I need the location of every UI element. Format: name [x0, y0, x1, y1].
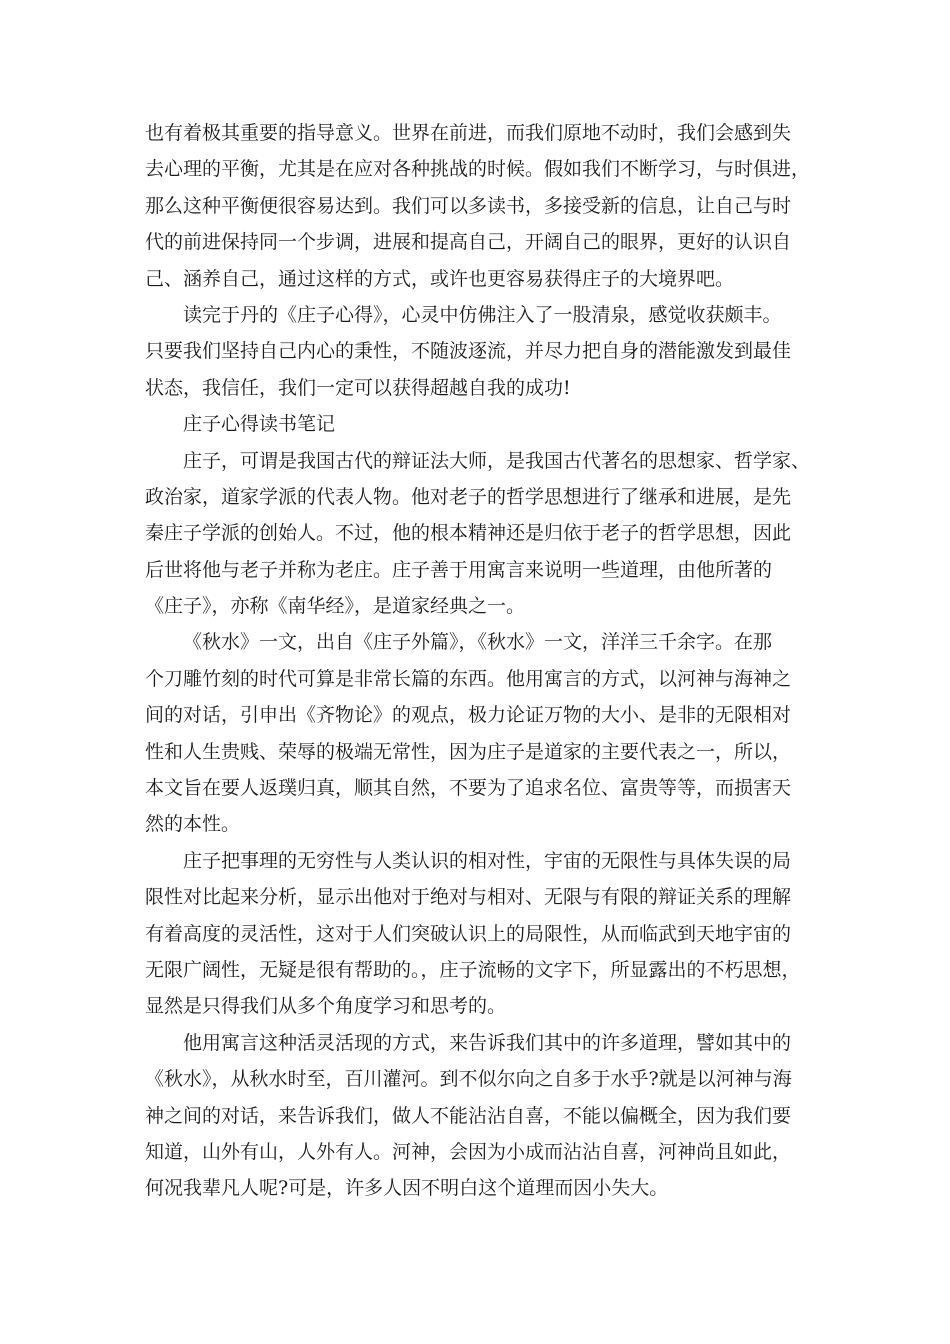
text-line: 他用寓言这种活灵活现的方式，来告诉我们其中的许多道理，譬如其中的 [183, 1031, 792, 1054]
text-line: 《秋水》一文，出自《庄子外篇》，《秋水》一文，洋洋三千余字。在那 [183, 631, 773, 654]
text-line: 只要我们坚持自己内心的秉性，不随波逐流，并尽力把自身的潜能激发到最佳 [145, 340, 792, 363]
text-line: 庄子把事理的无穷性与人类认识的相对性，宇宙的无限性与具体失误的局 [183, 849, 792, 872]
text-line: 无限广阔性，无疑是很有帮助的。，庄子流畅的文字下，所显露出的不朽思想， [145, 958, 801, 981]
text-line: 知道，山外有山，人外有人。河神，会因为小成而沾沾自喜，河神尚且如此， [145, 1140, 792, 1163]
text-line: 性和人生贵贱、荣辱的极端无常性，因为庄子是道家的主要代表之一，所以， [145, 740, 792, 763]
text-line: 有着高度的灵活性，这对于人们突破认识上的局限性，从而临武到天地宇宙的 [145, 922, 792, 945]
text-line: 《秋水》，从秋水时至，百川灌河。到不似尔向之自多于水乎?就是以河神与海 [145, 1068, 792, 1091]
text-line: 读完于丹的《庄子心得》，心灵中仿佛注入了一股清泉，感觉收获颇丰。 [183, 303, 782, 326]
text-line: 间的对话，引申出《齐物论》的观点，极力论证万物的大小、是非的无限相对 [145, 704, 792, 727]
text-line: 本文旨在要人返璞归真，顺其自然，不要为了追求名位、富贵等等，而损害天 [145, 777, 792, 800]
text-line: 个刀雕竹刻的时代可算是非常长篇的东西。他用寓言的方式，以河神与海神之 [145, 667, 792, 690]
text-line: 何况我辈凡人呢?可是，许多人因不明白这个道理而因小失大。 [145, 1177, 669, 1200]
text-line: 神之间的对话，来告诉我们，做人不能沾沾自喜，不能以偏概全，因为我们要 [145, 1104, 792, 1127]
text-line: 去心理的平衡，尤其是在应对各种挑战的时候。假如我们不断学习，与时俱进， [145, 158, 811, 181]
text-line: 政治家，道家学派的代表人物。他对老子的哲学思想进行了继承和进展，是先 [145, 485, 792, 508]
text-line: 代的前进保持同一个步调，进展和提高自己，开阔自己的眼界，更好的认识自 [145, 231, 792, 254]
text-line: 庄子，可谓是我国古代的辩证法大师，是我国古代著名的思想家、哲学家、 [183, 449, 811, 472]
document-body [145, 115, 810, 1207]
text-line: 庄子心得读书笔记 [183, 413, 336, 436]
text-line: 然的本性。 [145, 813, 241, 836]
text-line: 秦庄子学派的创始人。不过，他的根本精神还是归依于老子的哲学思想，因此 [145, 522, 792, 545]
text-line: 限性对比起来分析，显示出他对于绝对与相对、无限与有限的辩证关系的理解 [145, 886, 792, 909]
text-line: 显然是只得我们从多个角度学习和思考的。 [145, 995, 507, 1018]
text-line: 也有着极其重要的指导意义。世界在前进，而我们原地不动时，我们会感到失 [145, 122, 792, 144]
text-line: 那么这种平衡便很容易达到。我们可以多读书，多接受新的信息，让自己与时 [145, 194, 792, 217]
text-line: 后世将他与老子并称为老庄。庄子善于用寓言来说明一些道理，由他所著的 [145, 558, 773, 581]
text-line: 己、涵养自己，通过这样的方式，或许也更容易获得庄子的大境界吧。 [145, 267, 735, 290]
text-line: 状态，我信任，我们一定可以获得超越自我的成功! [145, 376, 571, 399]
text-line: 《庄子》，亦称《南华经》，是道家经典之一。 [145, 595, 526, 618]
